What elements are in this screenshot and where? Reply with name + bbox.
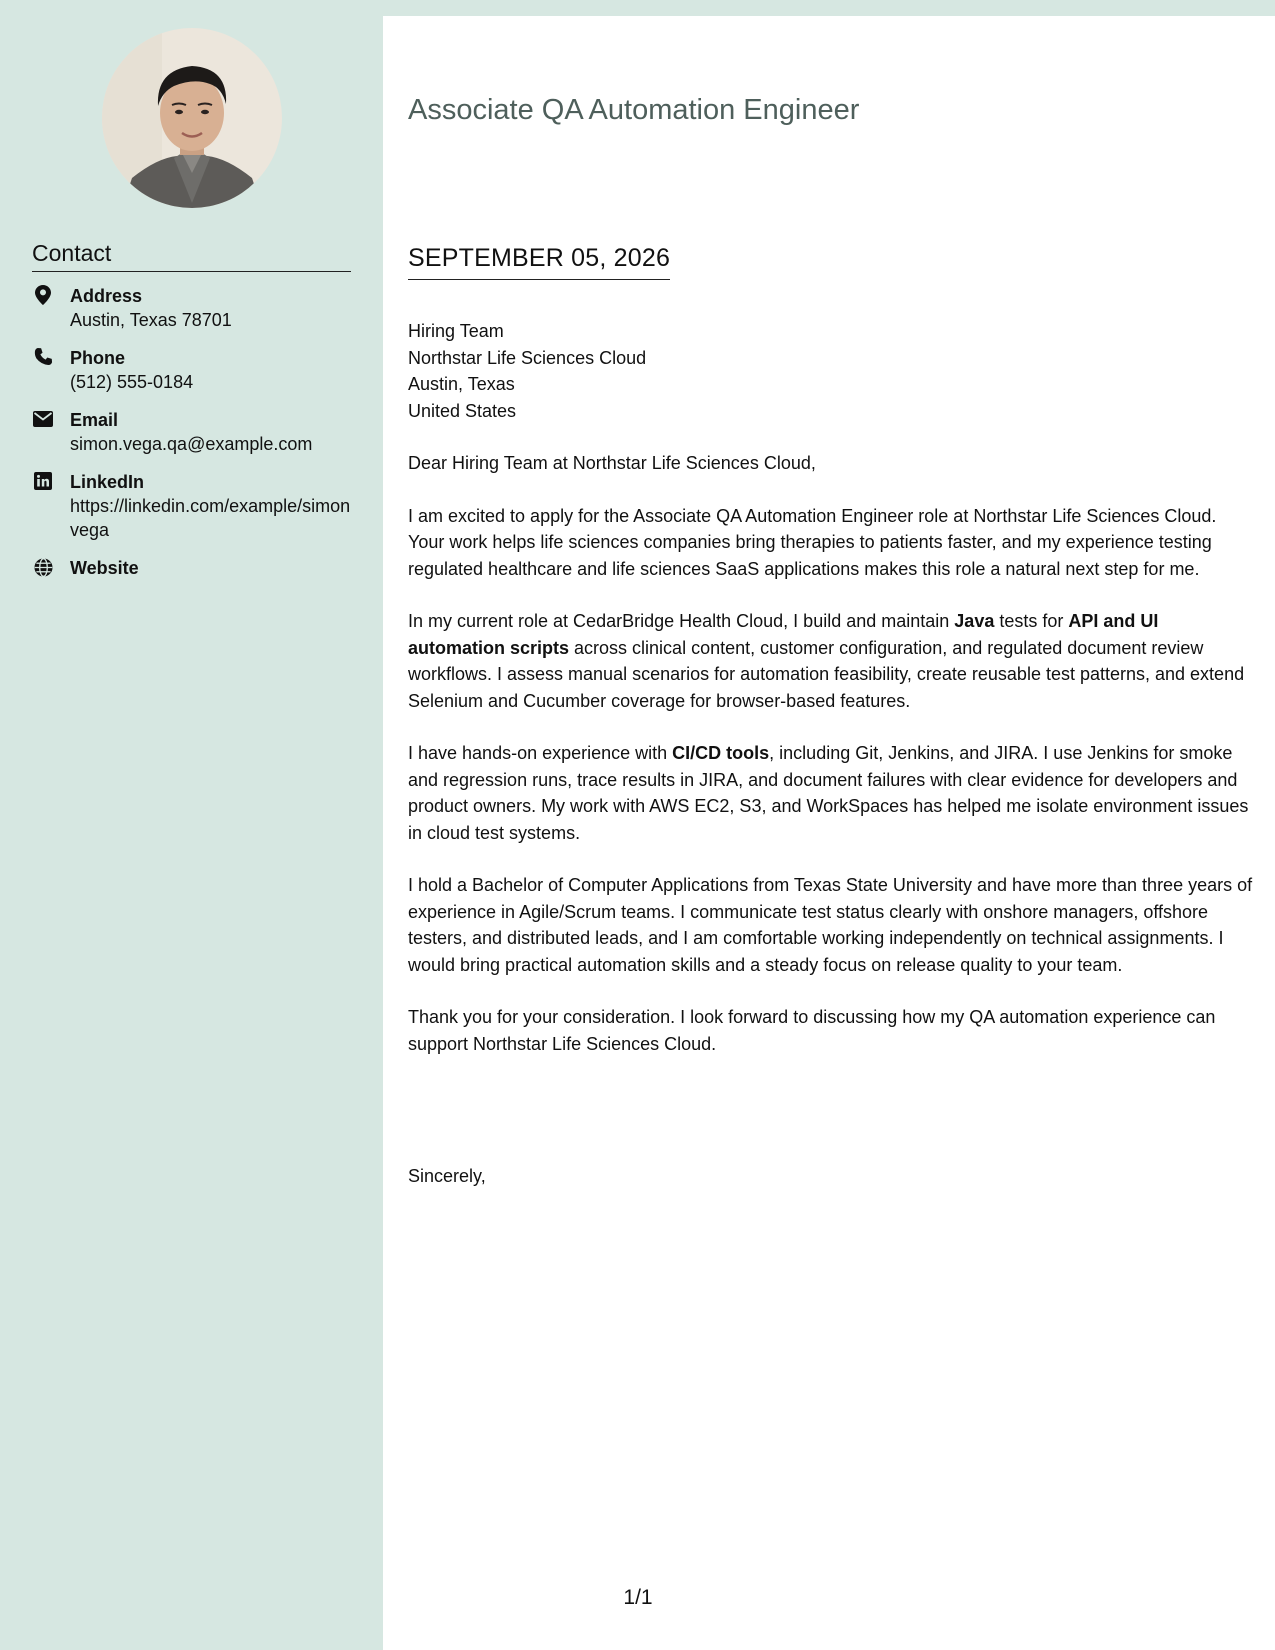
linkedin-icon: [32, 471, 54, 493]
phone-value: (512) 555-0184: [70, 372, 194, 392]
email-value[interactable]: simon.vega.qa@example.com: [70, 434, 313, 454]
envelope-icon: [32, 409, 54, 431]
bold-run: API and UI automation scripts: [408, 611, 1159, 658]
recipient-line: Northstar Life Sciences Cloud: [408, 347, 647, 368]
job-title: Associate QA Automation Engineer: [408, 94, 860, 126]
recipient-line: Hiring Team: [408, 321, 504, 341]
paragraph-current-role: [408, 608, 1256, 714]
recipient-line: United States: [408, 400, 517, 421]
phone-label: Phone: [70, 348, 126, 368]
letter-date: SEPTEMBER 05, 2026: [408, 244, 670, 280]
address-label: Address: [70, 286, 143, 306]
paragraph-thanks: Thank you for your consideration. I look forward to discussing how my QA automation experience can support Northstar Life Sciences Cloud.: [408, 1007, 1216, 1054]
contact-address: [32, 284, 352, 332]
top-band: [383, 0, 1275, 16]
text-run: across clinical content, customer configuration, and regulated document review workflows. I assess manual scenarios for automation feasibility, create reusable test patterns, and extend Selenium and Cucumber coverage for browser-based features.: [408, 637, 1245, 711]
contact-phone: [32, 346, 352, 394]
globe-icon: [32, 557, 54, 579]
text-run: I have hands-on experience with: [408, 743, 673, 763]
email-label: Email: [70, 410, 119, 430]
letter-body: [383, 16, 1275, 1650]
avatar-portrait: [102, 28, 282, 208]
phone-icon: [32, 347, 54, 369]
text-run: In my current role at CedarBridge Health Cloud, I build and maintain: [408, 611, 955, 631]
paragraph-cicd: [408, 740, 1256, 846]
salutation: Dear Hiring Team at Northstar Life Sciences Cloud,: [408, 453, 816, 473]
contact-website: [32, 556, 352, 580]
sidebar: [0, 0, 383, 1650]
contact-email: [32, 408, 352, 456]
bold-run: CI/CD tools: [672, 743, 770, 763]
page-number: 1/1: [623, 1586, 653, 1609]
profile-photo: [102, 28, 282, 208]
linkedin-value[interactable]: https://linkedin.com/example/simonvega: [70, 496, 351, 540]
website-label: Website: [70, 558, 139, 578]
map-pin-icon: [32, 285, 54, 307]
text-run: , including Git, Jenkins, and JIRA. I use Jenkins for smoke and regression runs, trace results in JIRA, and document failures with clear evidence for developers and product owners. My work with AWS EC2, S3, and WorkSpaces has helped me isolate environment issues in cloud test systems.: [408, 743, 1249, 843]
contact-linkedin: [32, 470, 352, 542]
text-run: tests for: [994, 611, 1069, 631]
paragraph-education: I hold a Bachelor of Computer Applications from Texas State University and have more than three years of experience in Agile/Scrum teams. I communicate test status clearly with onshore managers, offshore testers, and distributed leads, and I am comfortable working independently on technical assignments. I would bring practical automation skills and a steady focus on release quality to your team.: [408, 875, 1253, 975]
letter-text: [408, 450, 1256, 1083]
contact-list: [32, 284, 352, 594]
recipient-address: [408, 318, 646, 424]
closing: Sincerely,: [408, 1166, 486, 1186]
linkedin-label: LinkedIn: [70, 472, 145, 492]
bold-run: Java: [954, 611, 995, 631]
recipient-line: Austin, Texas: [408, 374, 515, 394]
contact-heading: Contact: [32, 240, 351, 272]
paragraph-intro: I am excited to apply for the Associate QA Automation Engineer role at Northstar Life Sciences Cloud. Your work helps life sciences companies bring therapies to patients faster, and my experience testing regulated healthcare and life sciences SaaS applications makes this role a natural next step for me.: [408, 505, 1217, 579]
address-value: Austin, Texas 78701: [70, 310, 232, 330]
